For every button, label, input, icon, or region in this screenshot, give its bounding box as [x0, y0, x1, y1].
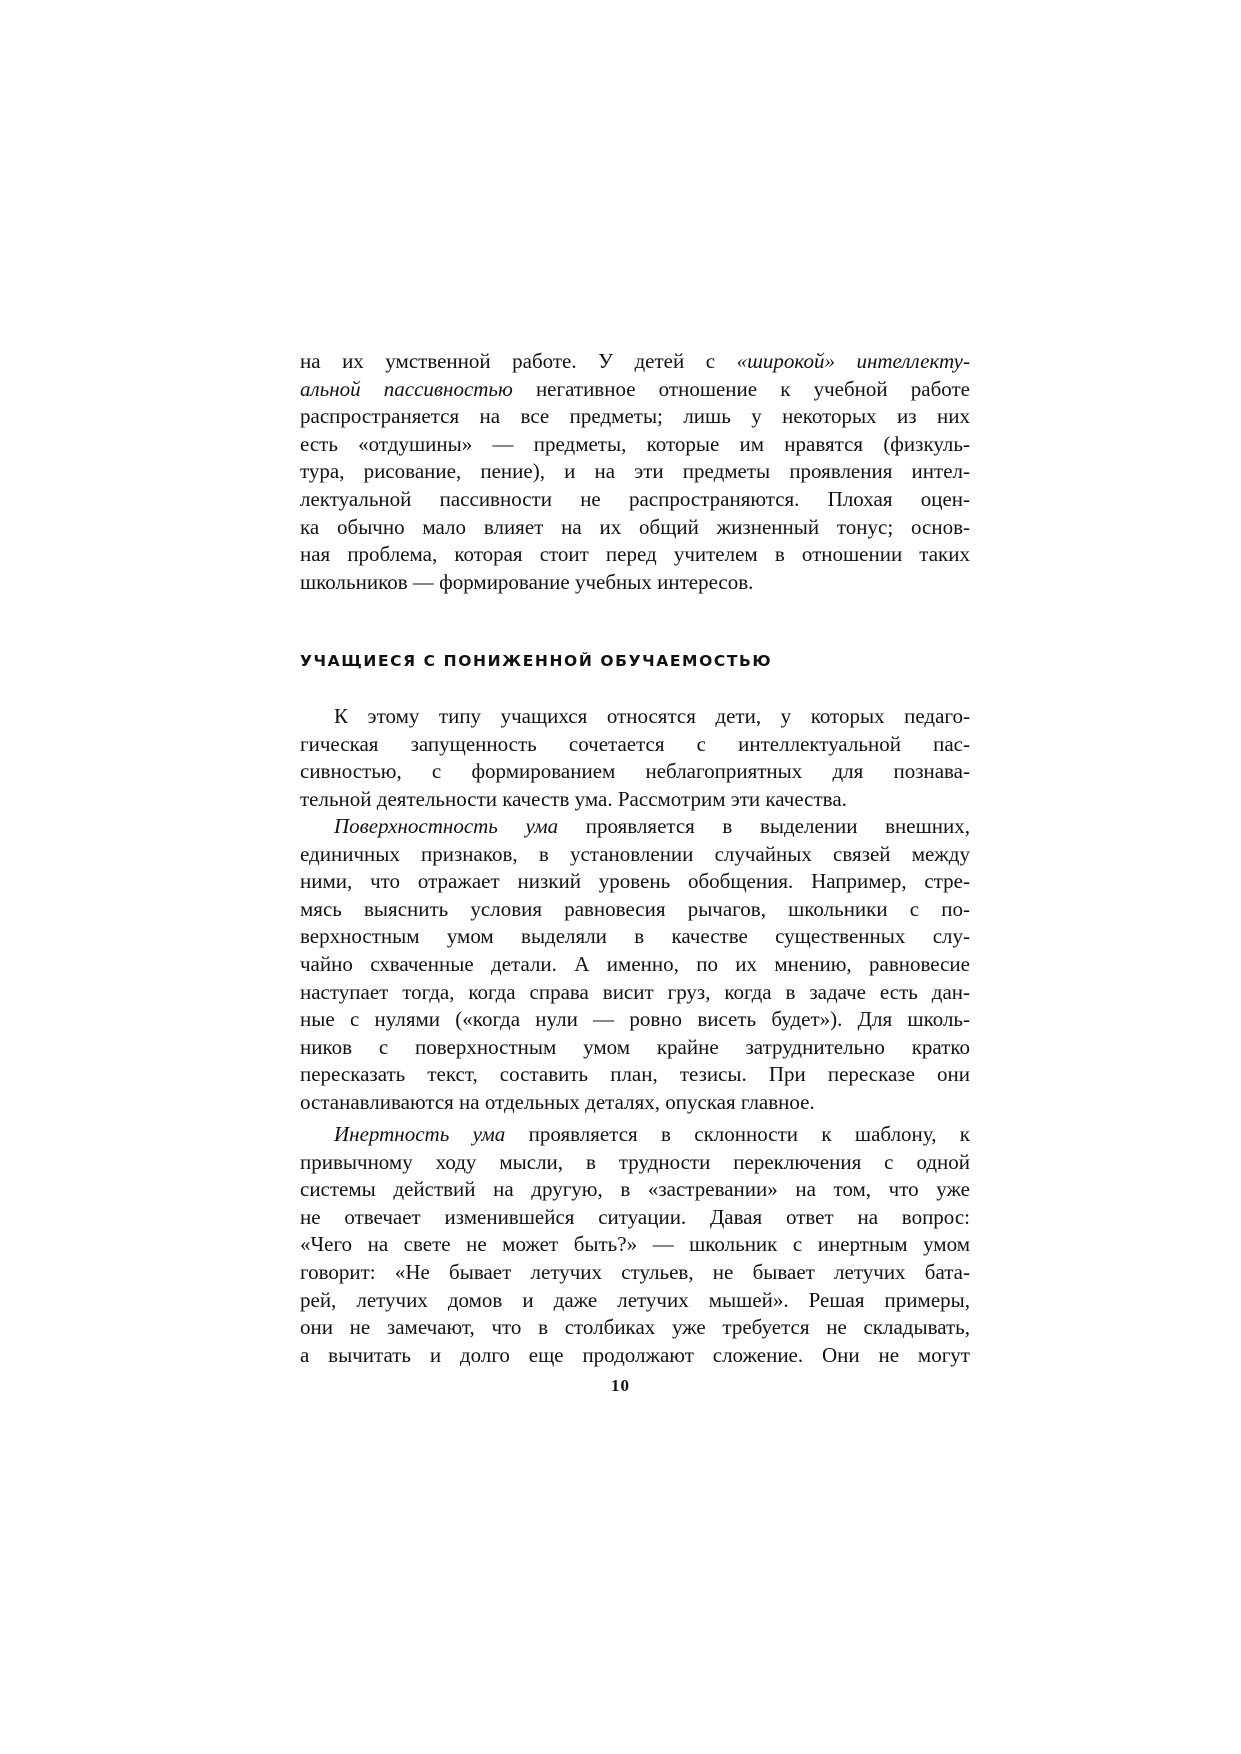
text-segment: пересказать текст, составить план, тезисы. При пересказе они	[300, 1062, 970, 1087]
text-line	[300, 431, 970, 459]
text-line	[300, 979, 970, 1007]
text-segment: рей, летучих домов и даже летучих мышей». Решая примеры,	[300, 1287, 970, 1312]
text-segment: наступает тогда, когда справа висит груз, когда в задаче есть дан-	[300, 979, 970, 1004]
text-segment: не отвечает изменившейся ситуации. Давая ответ на вопрос:	[300, 1204, 970, 1229]
text-line	[300, 841, 970, 869]
text-segment: останавливаются на отдельных деталях, опуская главное.	[300, 1089, 815, 1114]
text-segment: говорит: «Не бывает летучих стульев, не бывает летучих бата-	[300, 1259, 970, 1284]
text-line	[300, 1314, 970, 1342]
text-line	[300, 514, 970, 542]
page-number: 10	[611, 1376, 630, 1395]
text-line	[300, 1034, 970, 1062]
text-segment: лектуальной пассивности не распространяются. Плохая оцен-	[300, 486, 970, 511]
text-segment: К этому типу учащихся относятся дети, у которых педаго-	[334, 704, 970, 728]
text-segment: ная проблема, которая стоит перед учителем в отношении таких	[300, 542, 970, 567]
text-segment: ников с поверхностным умом крайне затруднительно кратко	[300, 1034, 970, 1059]
text-line	[300, 1204, 970, 1232]
text-line	[300, 1006, 970, 1034]
text-line	[300, 376, 970, 404]
italic-term: Инертность ума	[334, 1122, 506, 1146]
text-segment: привычному ходу мысли, в трудности переключения с одной	[300, 1149, 970, 1174]
text-line	[300, 1342, 970, 1370]
italic-term: «широкой» интеллекту-	[736, 349, 970, 373]
text-segment: есть «отдушины» — предметы, которые им нравятся (физкуль-	[300, 431, 970, 456]
text-line	[300, 486, 970, 514]
text-segment: проявляется в склонности к шаблону, к	[505, 1122, 970, 1146]
paragraph-continued	[300, 348, 970, 596]
text-segment: ними, что отражает низкий уровень обобщения. Например, стре-	[300, 869, 970, 894]
text-segment: гическая запущенность сочетается с интеллектуальной пас-	[300, 731, 970, 756]
text-segment: они не замечают, что в столбиках уже требуется не складывать,	[300, 1315, 970, 1340]
text-line	[300, 1287, 970, 1315]
text-line	[300, 1089, 970, 1117]
text-line	[300, 1176, 970, 1204]
italic-term: Поверхностность ума	[334, 814, 559, 838]
text-segment: сивностью, с формированием неблагоприятных для познава-	[300, 759, 970, 784]
text-line	[300, 703, 970, 731]
section-heading: УЧАЩИЕСЯ С ПОНИЖЕННОЙ ОБУЧАЕМОСТЬЮ	[300, 652, 773, 670]
text-segment: тельной деятельности качеств ума. Рассмотрим эти качества.	[300, 786, 847, 811]
text-segment: «Чего на свете не может быть?» — школьник с инертным умом	[300, 1232, 970, 1257]
text-line	[300, 923, 970, 951]
text-segment: мясь выяснить условия равновесия рычагов, школьники с по-	[300, 896, 970, 921]
text-line	[300, 348, 970, 376]
text-line	[300, 813, 970, 841]
text-segment: ка обычно мало влияет на их общий жизненный тонус; основ-	[300, 514, 970, 539]
text-segment: верхностным умом выделяли в качестве существенных слу-	[300, 924, 970, 949]
text-line	[300, 1121, 970, 1149]
text-line	[300, 403, 970, 431]
text-segment: а вычитать и долго еще продолжают сложение. Они не могут	[300, 1342, 970, 1367]
text-segment: распространяется на все предметы; лишь у некоторых из них	[300, 404, 970, 429]
text-line	[300, 786, 970, 814]
paragraph-inertness	[300, 1121, 970, 1369]
text-segment: единичных признаков, в установлении случайных связей между	[300, 841, 970, 866]
text-segment: негативное отношение к учебной работе	[512, 376, 970, 401]
text-segment: системы действий на другую, в «застревании» на том, что уже	[300, 1177, 970, 1202]
text-line	[300, 731, 970, 759]
text-line	[300, 1259, 970, 1287]
paragraph-superficiality	[300, 813, 970, 1117]
text-line	[300, 896, 970, 924]
text-line	[300, 569, 970, 597]
text-line	[300, 458, 970, 486]
italic-term: альной пассивностью	[300, 376, 513, 401]
text-segment: чайно схваченные детали. А именно, по их мнению, равновесие	[300, 951, 970, 976]
text-line	[300, 1231, 970, 1259]
text-line	[300, 758, 970, 786]
text-segment: проявляется в выделении внешних,	[558, 814, 970, 838]
text-segment: ные с нулями («когда нули — ровно висеть будет»). Для школь-	[300, 1007, 970, 1032]
text-line	[300, 951, 970, 979]
text-line	[300, 868, 970, 896]
text-segment: тура, рисование, пение), и на эти предметы проявления интел-	[300, 459, 970, 484]
text-segment: на их умственной работе. У детей с	[300, 349, 737, 373]
text-line	[300, 1061, 970, 1089]
text-line	[300, 1149, 970, 1177]
text-line	[300, 541, 970, 569]
text-segment: школьников — формирование учебных интересов.	[300, 569, 754, 594]
paragraph-intro	[300, 703, 970, 813]
